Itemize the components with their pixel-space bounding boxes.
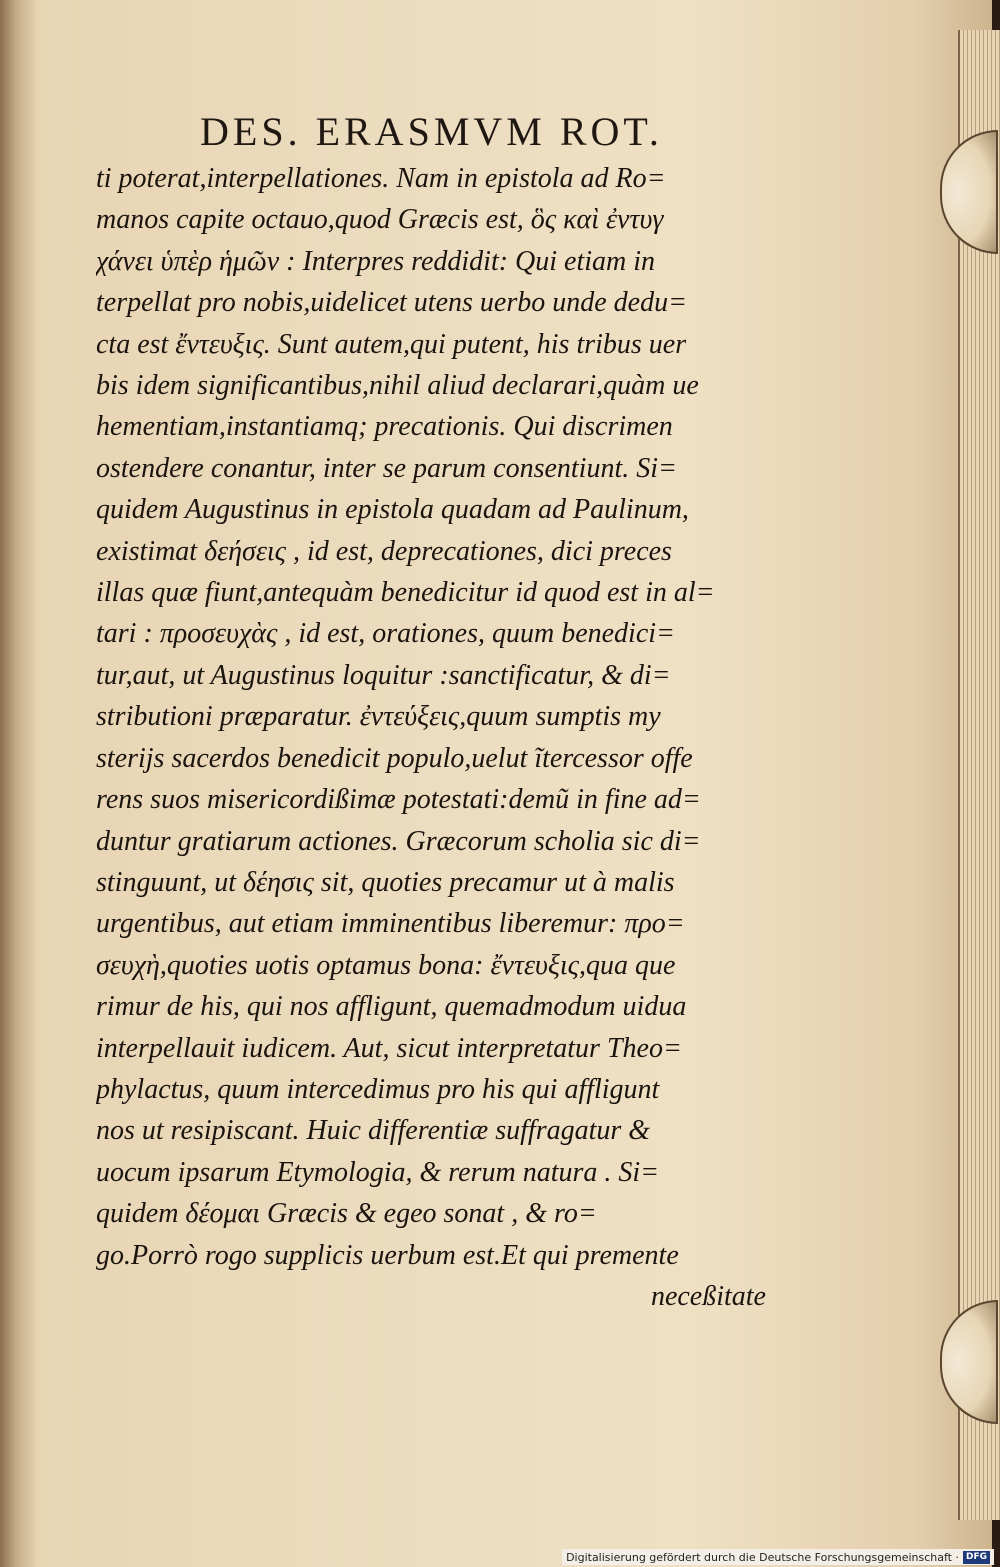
digitization-footer	[562, 1549, 994, 1565]
text-line: σευχὴ,quoties uotis optamus bona: ἔντευξις,qua que	[96, 949, 676, 981]
text-line: rimur de his, qui nos affligunt, quemadmodum uidua	[96, 991, 687, 1023]
text-line: tari : προσευχὰς , id est, orationes, quum benedici=	[96, 618, 675, 650]
text-line: stinguunt, ut δέησις sit, quoties precamur ut à malis	[96, 866, 675, 898]
text-line: existimat δεήσεις , id est, deprecationes, dici preces	[96, 535, 672, 567]
text-line: quidem δέομαι Græcis & egeo sonat , & ro=	[96, 1198, 597, 1230]
text-line: go.Porrò rogo supplicis uerbum est.Et qui premente	[96, 1239, 679, 1271]
text-line: urgentibus, aut etiam imminentibus liberemur: προ=	[96, 908, 685, 940]
text-line: phylactus, quum intercedimus pro his qui affligunt	[96, 1073, 660, 1105]
text-line: ti poterat,interpellationes. Nam in epistola ad Ro=	[96, 163, 666, 194]
running-head: DES. ERASMVM ROT.	[200, 109, 663, 154]
page-gutter-shadow	[0, 0, 38, 1567]
text-line: manos capite octauo,quod Græcis est, ὃς καὶ ἐντυγ	[96, 204, 664, 236]
text-line: ostendere conantur, inter se parum consentiunt. Si=	[96, 452, 677, 484]
text-line: cta est ἔντευξις. Sunt autem,qui putent, his tribus uer	[96, 328, 687, 360]
text-line: illas quæ fiunt,antequàm benedicitur id quod est in al=	[96, 577, 715, 609]
text-line: nos ut resipiscant. Huic differentiæ suffragatur &	[96, 1115, 651, 1147]
text-line: rens suos misericordißimæ potestati:demũ in fine ad=	[96, 784, 701, 816]
text-line: χάνει ὑπὲρ ἡμῶν : Interpres reddidit: Qui etiam in	[96, 245, 656, 277]
text-line: tur,aut, ut Augustinus loquitur :sanctificatur, & di=	[96, 659, 671, 691]
text-line: uocum ipsarum Etymologia, & rerum natura . Si=	[96, 1156, 660, 1188]
footer-text: Digitalisierung gefördert durch die Deutsche Forschungsgemeinschaft ·	[566, 1550, 959, 1564]
text-line: interpellauit iudicem. Aut, sicut interpretatur Theo=	[96, 1032, 682, 1064]
text-line: stributioni præparatur. ἐντεύξεις,quum sumptis my	[96, 701, 661, 733]
text-line: quidem Augustinus in epistola quadam ad Paulinum,	[96, 494, 689, 526]
text-line: bis idem significantibus,nihil aliud declarari,quàm ue	[96, 370, 699, 402]
text-line: neceßitate	[650, 1280, 766, 1312]
body-text	[96, 158, 766, 1317]
text-line: hementiam,instantiamq; precationis. Qui discrimen	[96, 411, 673, 443]
text-line: duntur gratiarum actiones. Græcorum scholia sic di=	[96, 825, 701, 857]
text-line: sterijs sacerdos benedicit populo,uelut ĩtercessor offe	[96, 742, 693, 774]
text-line: terpellat pro nobis,uidelicet utens uerbo unde dedu=	[96, 287, 687, 319]
dfg-logo: DFG	[963, 1551, 990, 1564]
